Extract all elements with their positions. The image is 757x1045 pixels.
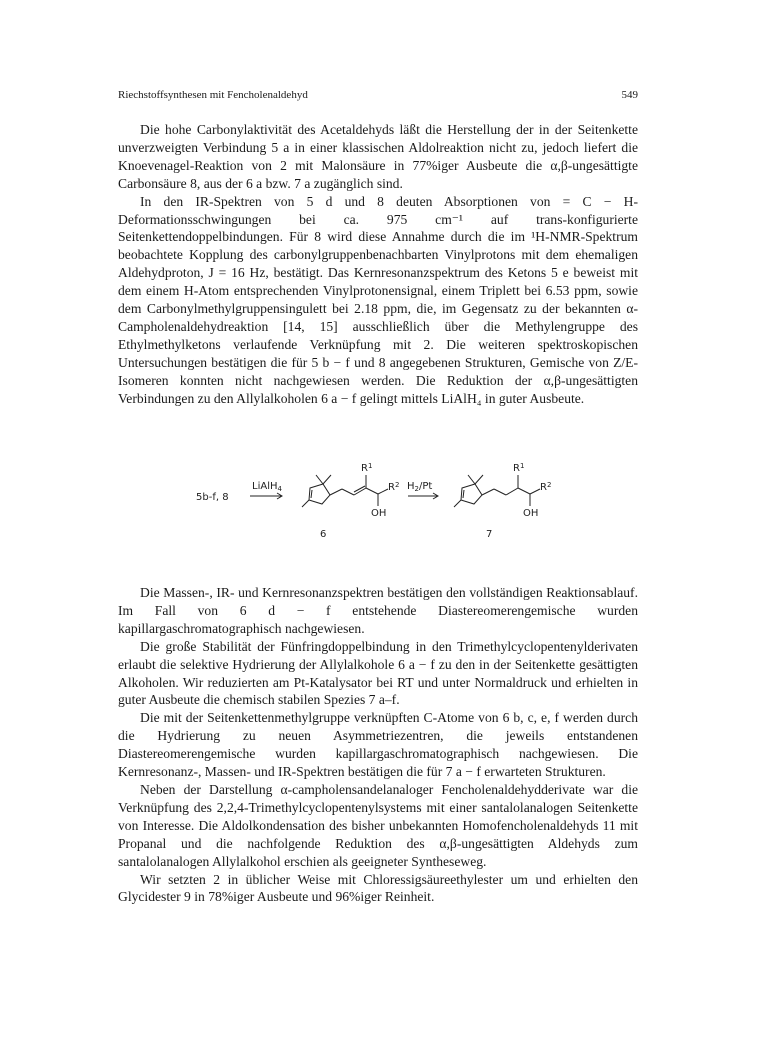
reagent-h2-pt: $H_2/Pt$ xyxy=(407,481,433,493)
svg-text:R1: $R^1$ xyxy=(513,462,525,474)
compound-label-7: 7 xyxy=(486,529,493,540)
reagent-lialh4: LiAlH$_4$ xyxy=(252,481,282,493)
running-title: Riechstoffsynthesen mit Fencholenaldehyd xyxy=(118,89,308,101)
body-text-bottom xyxy=(118,584,638,906)
reaction-scheme xyxy=(170,457,590,547)
structure-7 xyxy=(454,462,551,519)
svg-text:OH: OH xyxy=(371,508,387,519)
paragraph: In den IR-Spektren von 5 d und 8 deuten Absorptionen von = C − H-Deformationsschwingungen bei ca. 975 cm⁻¹ auf trans-konfigurierte Seitenkettendoppelbindungen. Für 8 wird diese Annahme durch die im ¹H-NMR-Spektrum beobachtete Kopplung des carbonylgruppenbenachbarten Vinylprotons mit dem ehemaligen Aldehydproton, J = 16 Hz, bestätigt. Das Kernresonanzspektrum des Ketons 5 e beweist mit dem einem H-Atom entsprechenden Vinylprotonensignal, einem Triplett bei 6.53 ppm, sowie dem Carbonylmethylgruppensingulett bei 2.18 ppm, die, im Gegensatz zu der bekannten α-Campholenaldehydreaktion [14, 15] ausschließlich über die Methylengruppe des Ethylmethylketons verlaufende Verknüpfung mit 2. Die weiteren spektroskopischen Untersuchungen bestätigen die für 5 b − f und 8 angegebenen Strukturen, Gemische von Z/E-Isomeren konnten nicht nachgewiesen werden. Die Reduktion der α,β-ungesättigten Verbindungen zu den Allylalkoholen 6 a − f gelingt mittels LiAlH₄ in guter Ausbeute. xyxy=(118,193,638,406)
paragraph: Die große Stabilität der Fünfringdoppelbindung in den Trimethylcyclopentenylderivaten erlaubt die selektive Hydrierung der Allylalkohole 6 a − f zu den in der Seitenkette gesättigten Alkoholen. Wir reduzierten am Pt-Katalysator bei RT und unter Normaldruck und erhielten in guter Ausbeute die chemisch stabilen Spezies 7 a–f. xyxy=(118,638,638,708)
svg-text:R2: $R^2$ xyxy=(540,481,552,493)
compound-label-6: 6 xyxy=(320,529,327,540)
paragraph: Neben der Darstellung α-campholensandelanaloger Fencholenaldehydderivate war die Verknüpfung des 2,2,4-Trimethylcyclopentenylsystems mit einer santalolanalogen Seitenkette von Interesse. Die Aldolkondensation des bisher unbekannten Homofencholenaldehyds 11 mit Propanal und die nachfolgende Reduktion des α,β-ungesättigten Aldehyds zum santalolanalogen Allylalkohol erschien als geeigneter Syntheseweg. xyxy=(118,781,638,869)
svg-text:OH: OH xyxy=(523,508,539,519)
scheme-start-label: 5b-f, 8 xyxy=(196,492,229,503)
body-text-top xyxy=(118,121,638,408)
paragraph: Die mit der Seitenkettenmethylgruppe verknüpften C-Atome von 6 b, c, e, f werden durch die Hydrierung zu neuen Asymmetriezentren, die jeweils entstandenen Diastereomerengemische wurden kapillargaschromatographisch nachgewiesen. Die Kernresonanz-, Massen- und IR-Spektren bestätigen die für 7 a − f erwarteten Strukturen. xyxy=(118,710,638,780)
svg-text:R1: $R^1$ xyxy=(361,462,373,474)
paragraph: Die Massen-, IR- und Kernresonanzspektren bestätigen den vollständigen Reaktionsablauf. Im Fall von 6 d − f entstehende Diastereomerengemische wurden kapillargaschromatographisch nachgewiesen. xyxy=(118,585,638,636)
paragraph: Die hohe Carbonylaktivität des Acetaldehyds läßt die Herstellung der in der Seitenkette unverzweigten Verbindung 5 a in einer klassischen Aldolreaktion nicht zu, jedoch liefert die Knoevenagel-Reaktion von 2 mit Malonsäure in 77%iger Ausbeute die α,β-ungesättigte Carbonsäure 8, aus der 6 a bzw. 7 a zugänglich sind. xyxy=(118,122,638,191)
svg-text:R2: $R^2$ xyxy=(388,481,400,493)
paragraph: Wir setzten 2 in üblicher Weise mit Chloressigsäureethylester um und erhielten den Glycidester 9 in 78%iger Ausbeute und 96%iger Reinheit. xyxy=(118,871,638,905)
page-number: 549 xyxy=(621,89,638,101)
structure-6 xyxy=(302,462,399,519)
